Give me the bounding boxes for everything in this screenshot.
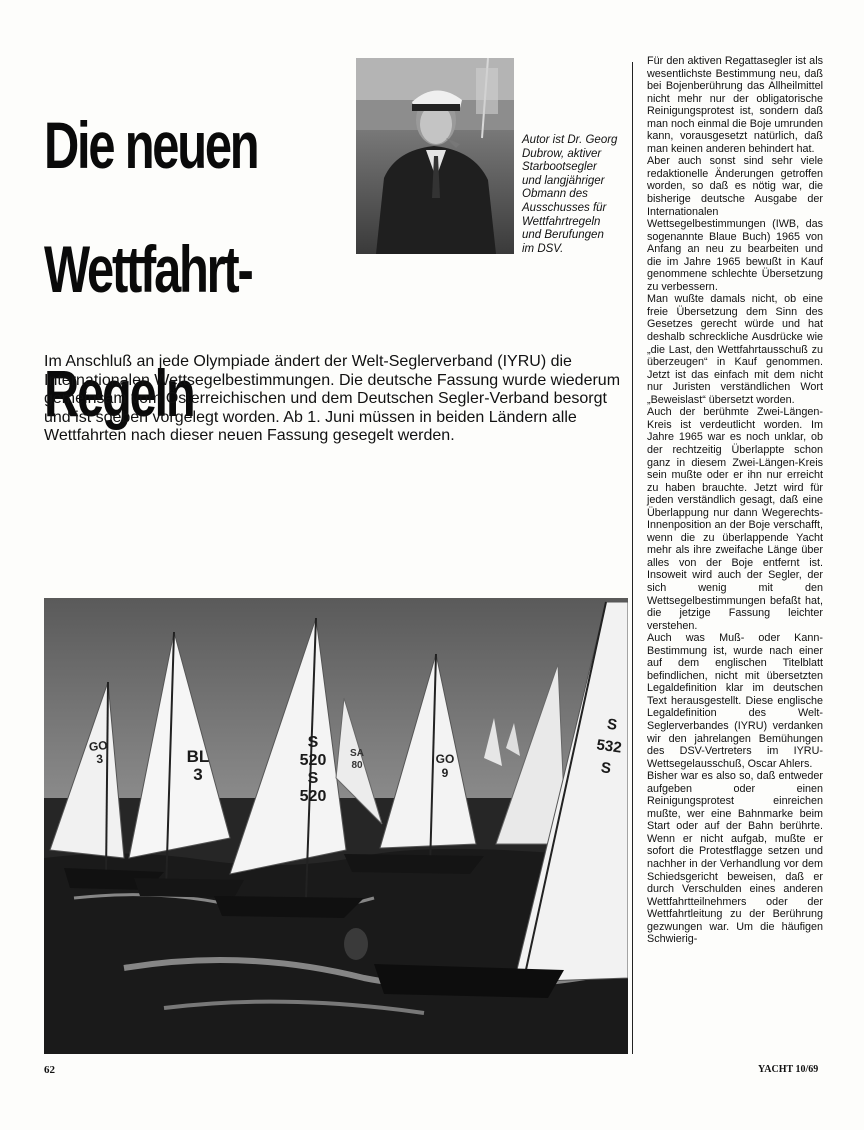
body-paragraph: Für den aktiven Regattasegler ist als wesentlichste Bestimmung neu, daß bei Bojenberührung das Allheilmittel nicht mehr nur der obligatorische Reinigungsprotest ist, sondern daß man noch einmal die Boje umrunden kann, vorausgesetzt natürlich, daß man keinen anderen behindert hat. <box>647 55 823 155</box>
sail-marking-text: 520 <box>299 752 327 769</box>
sail-marking-text: 3 <box>193 765 203 784</box>
author-caption: Autor ist Dr. Georg Dubrow, aktiver Starbootsegler und langjähriger Obmann des Ausschusses für Wettfahrtregeln und Berufungen im DSV. <box>522 134 618 255</box>
headline-line-2: Wettfahrt- <box>44 232 252 306</box>
sail-marking-text: 520 <box>299 788 327 805</box>
body-paragraph: Man wußte damals nicht, ob eine freie Übersetzung dem Sinn des Gesetzes gerecht würde und hat deshalb schreckliche Ausdrücke wie „die Last, den Wettfahrtausschuß zu überzeugen“ in Kauf genommen. Jetzt ist das einfach mit dem nicht nur Juristen verständlichen Wort „Beweislast“ übersetzt worden. <box>647 293 823 406</box>
sail-marking-text: GO <box>88 738 109 754</box>
sail-marking-text: 532 <box>595 736 623 757</box>
page-number: 62 <box>44 1064 55 1076</box>
sail-marking-boat-3 <box>284 734 342 806</box>
headline-line-1: Die neuen <box>44 108 258 182</box>
author-portrait-photo <box>356 58 514 254</box>
sail-marking-text: GO <box>435 752 455 766</box>
sail-marking-text: 80 <box>351 760 363 771</box>
sail-marking-boat-2 <box>178 748 218 784</box>
regatta-photo-image <box>44 598 628 1054</box>
sail-marking-text: S <box>605 715 619 734</box>
body-paragraph: Auch der berühmte Zwei-Längen-Kreis ist verdeutlicht worden. Im Jahre 1965 war es noch unklar, ob der rechtzeitig Überlappte schon ganz in diesem Zwei-Längen-Kreis sein mußte oder er ihn nur erreicht zu haben brauchte. Jetzt wird für jeden verständlich gesagt, daß eine Überlappung nur dann Wegerechts-Innenposition an der Boje verschafft, wenn die zu überlappende Yacht mehr als ihre zweifache Länge über alles von der Boje entfernt ist. Insoweit wird auch der Segler, der sich wenig mit den Wettsegelbestimmungen befaßt hat, die jetzige Fassung leichter verstehen. <box>647 406 823 632</box>
body-text-column <box>647 55 823 946</box>
issue-label: YACHT 10/69 <box>758 1064 819 1075</box>
author-portrait-image <box>356 58 514 254</box>
sail-marking-boat-4 <box>344 748 370 772</box>
body-paragraph: Aber auch sonst sind sehr viele redaktionelle Änderungen getroffen worden, so daß es nötig war, die bisherige deutsche Ausgabe der Internationalen Wettsegelbestimmungen (IWB, das sogenannte Blaue Buch) 1965 von Anfang an neu zu bearbeiten und die im Jahre 1965 bewußt in Kauf genommene schlechte Übersetzung zu verbessern. <box>647 155 823 293</box>
sail-marking-text: BL <box>186 747 210 766</box>
sail-marking-text: S <box>599 759 613 778</box>
body-paragraph: Auch was Muß- oder Kann-Bestimmung ist, wurde nach einer auf dem englischen Titelblatt befindlichen, nicht mit übersetzten Legaldefinition klar im deutschen Text herausgestellt. Diese englische Legaldefinition des Welt-Seglerverbandes (IYRU) verdanken wir den jahrelangen Bemühungen des DSV-Vertreters im IYRU-Wettsegelausschuß, Oscar Ahlers. <box>647 632 823 770</box>
sail-marking-text: S <box>307 734 319 751</box>
lead-paragraph: Im Anschluß an jede Olympiade ändert der Welt-Seglerverband (IYRU) die Internationalen Wettsegelbestimmungen. Die deutsche Fassung wurde wiederum gemeinsam vom Österreichischen und dem Deutschen Segler-Verband besorgt und ist soeben vorgelegt worden. Ab 1. Juni müssen in beiden Ländern alle Wettfahrten nach dieser neuen Fassung gesegelt werden. <box>44 353 621 445</box>
sail-marking-boat-5 <box>430 752 460 780</box>
sail-marking-text: 9 <box>441 766 449 780</box>
regatta-photo <box>44 598 628 1054</box>
sail-marking-boat-1 <box>81 738 118 767</box>
headline-line-3: Regeln <box>44 356 194 430</box>
column-divider <box>632 62 633 1054</box>
sail-marking-text: SA <box>350 748 364 759</box>
sail-marking-text: 3 <box>95 751 104 767</box>
body-paragraph: Bisher war es also so, daß entweder aufgeben oder einen Reinigungsprotest einreichen mußte, wer eine Bahnmarke beim Start oder auf der Bahn berührte. Wenn er nicht aufgab, mußte er sofort die Protestflagge setzen und nachher in der Verhandlung vor dem Schiedsgericht beweisen, daß er durch Verschulden eines anderen Wettfahrtteilnehmers oder der Wettfahrtleitung zu der Berührung gezwungen war. Um die häufigen Schwierig- <box>647 770 823 946</box>
sail-marking-text: S <box>307 770 319 787</box>
